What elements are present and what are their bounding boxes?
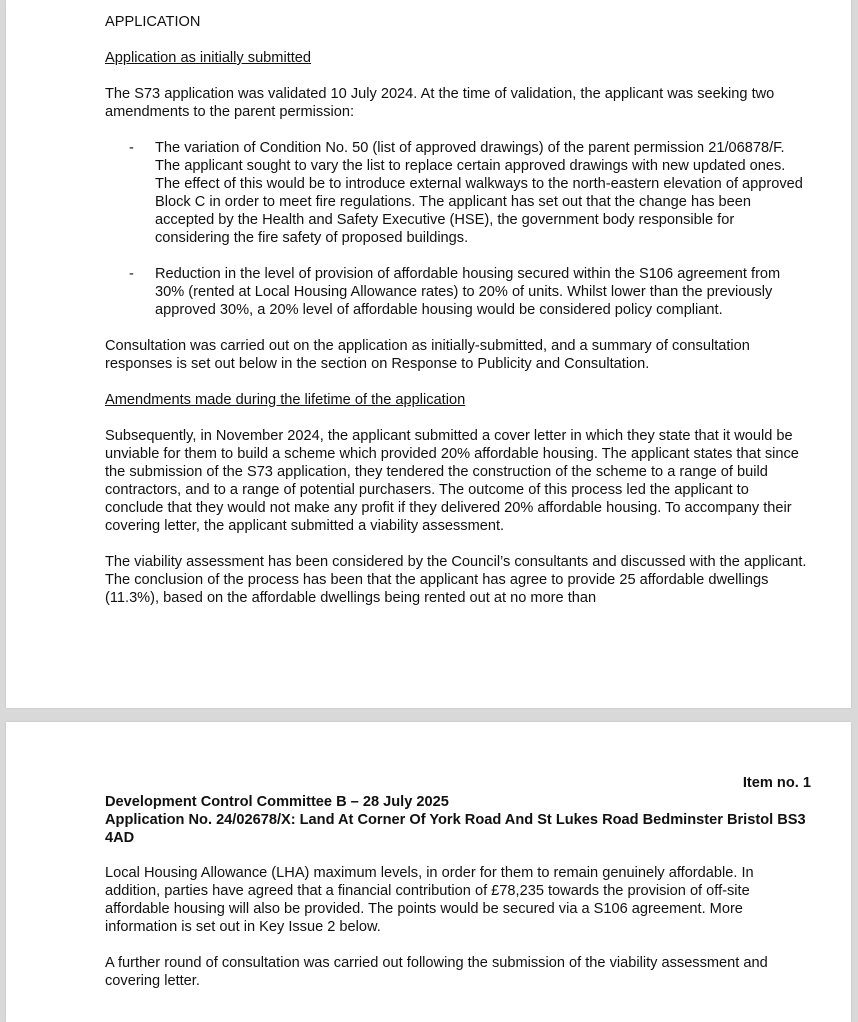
paragraph-lha: Local Housing Allowance (LHA) maximum levels, in order for them to remain genuinely affordable. In addition, parties have agreed that a financial contribution of £78,235 towards the provision of off-site affordable housing will also be provided. The points would be secured via a S106 agreement. More information is set out in Key Issue 2 below. [105, 865, 754, 935]
list-item-text: Reduction in the level of provision of affordable housing secured within the S106 agreement from 30% (rented at Local Housing Allowance rates) to 20% of units. Whilst lower than the previously approved 30%, a 20% level of affordable housing would be considered policy compliant. [155, 266, 781, 318]
paragraph-cover-letter: Subsequently, in November 2024, the applicant submitted a cover letter in which they state that it would be unviable for them to build a scheme which provided 20% affordable housing. The applicant states that since the submission of the S73 application, they tendered the construction of the scheme to a range of build contractors, and to a range of potential purchasers. The outcome of this process led the applicant to conclude that they would not make any profit if they delivered 20% affordable housing. To accompany their covering letter, the applicant submitted a viability assessment. [105, 428, 799, 534]
document-page-2 [6, 722, 851, 1022]
page-1-content [105, 13, 811, 625]
document-page-1 [6, 0, 851, 708]
dash-bullet: - [129, 266, 134, 282]
paragraph-consultation: Consultation was carried out on the application as initially-submitted, and a summary of consultation responses is set out below in the section on Response to Publicity and Consultation. [105, 338, 750, 372]
page-2-content [105, 864, 811, 1008]
committee-title: Development Control Committee B – 28 July 2025 [105, 794, 449, 810]
amendments-list [105, 139, 811, 319]
paragraph-further-consultation: A further round of consultation was carried out following the submission of the viability assessment and covering letter. [105, 955, 768, 989]
list-item [105, 139, 811, 247]
application-title: Application No. 24/02678/X: Land At Corner Of York Road And St Lukes Road Bedminster Bristol BS3 4AD [105, 812, 806, 846]
paragraph-viability: The viability assessment has been considered by the Council’s consultants and discussed with the applicant. The conclusion of the process has been that the applicant has agree to provide 25 affordable dwellings (11.3%), based on the affordable dwellings being rented out at no more than [105, 554, 807, 606]
list-item [105, 265, 811, 319]
page-header [105, 793, 811, 847]
list-item-text: The variation of Condition No. 50 (list of approved drawings) of the parent permission 21/06878/F. The applicant sought to vary the list to replace certain approved drawings with new updated ones. The effect of this would be to introduce external walkways to the north-eastern elevation of approved Block C in order to meet fire regulations. The applicant has set out that the change has been accepted by the Health and Safety Executive (HSE), the government body responsible for considering the fire safety of proposed buildings. [155, 140, 803, 246]
item-number: Item no. 1 [742, 775, 811, 791]
dash-bullet: - [129, 140, 134, 156]
subsection-title-amendments: Amendments made during the lifetime of the application [105, 392, 466, 408]
subsection-title-initial: Application as initially submitted [105, 50, 312, 66]
paragraph-validation: The S73 application was validated 10 July 2024. At the time of validation, the applicant was seeking two amendments to the parent permission: [105, 86, 775, 120]
section-heading: APPLICATION [105, 14, 201, 30]
